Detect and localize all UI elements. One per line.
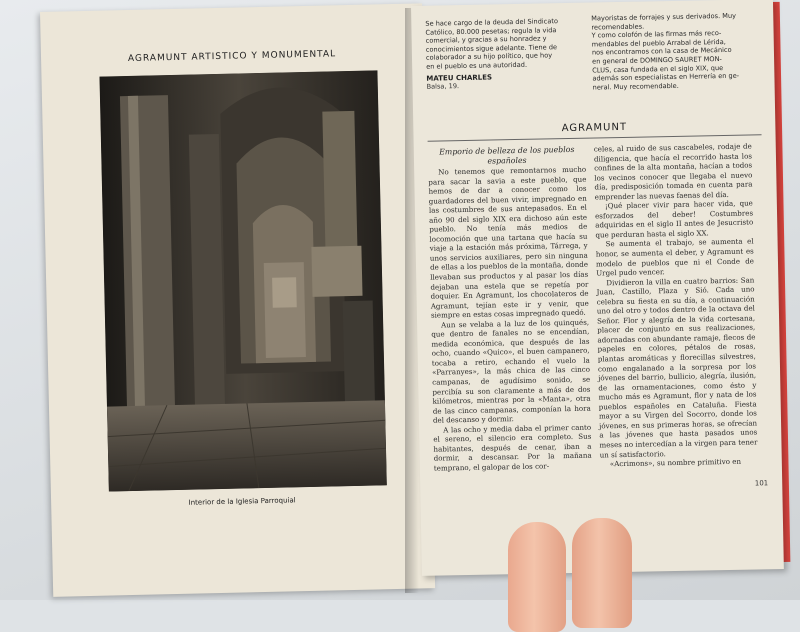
advertisement-left — [425, 17, 584, 91]
article-column-2 — [594, 141, 758, 469]
advertiser-address: Balsa, 19. — [426, 81, 460, 91]
paragraph: No tenemos que remontarnos mucho para sacar la savia a este pueblo, que hemos de dar a conocer como los guardadores del buen vivir, impregnado en las costumbres de sus antepasados. En el año 90 del siglo XIX era dichoso aún este pueblo. No tenía más medios de locomoción que una tartana que hacía su viaje a la estación más próxima, Tárrega, y unos servicios auxiliares, pero sin ninguna de ellas a los pueblos de la montaña, donde llevaban sus productos y al pasar los días dejaban una estela que se repetía por doquier. En Agramunt, los chocolateros de Agramunt, tejían este ir y venir, que siempre en estas cosas impregnado quedó. — [428, 164, 589, 320]
ad-line: CLUS, casa fundada en el siglo XIX, que — [592, 63, 724, 75]
finger — [572, 518, 632, 628]
paragraph: Se aumenta el trabajo, se aumenta el honor, se aumenta el deber, y Agramunt es modelo de pueblos que ni el Conde de Urgel pudo vencer. — [595, 236, 755, 278]
ad-line: conocimientos sigue adelante. Tiene de — [425, 42, 558, 54]
paragraph: Aun se velaba a la luz de los quinqués, que dentro de fanales no se encendían, medida económica, que después de las ocho, cuando «Quico», el buen campanero, tocaba a retiro, echando el vuelo la «Parranyes», la más chica de las cinco campanas, de agudísimo sonido, se percibía su son claramente a más de dos kilómetros, mientras por la «Manta», otra de las cinco campanas, componían la hora del descanso y dormir. — [431, 317, 591, 425]
page-number: 101 — [754, 479, 769, 488]
article-subtitle: Emporio de belleza de los pueblos españoles — [439, 144, 575, 166]
right-page — [411, 0, 784, 576]
finger — [508, 522, 566, 632]
ad-line: colaborador a su hijo político, que hoy — [425, 51, 553, 63]
paragraph: Dividieron la villa en cuatro barrios: San Juan, Castillo, Plaza y Sió. Cada uno celebra su fiesta en su día, a continuación uno del otro y todos dentro de la octava del Señor. Flor y alegría de la vida cortesana, placer de conjunto en sus realizaciones, adornadas con abundante ramaje, flecos de papeles en colores, pétalos de rosas, plantas aromáticas y florecillas silvestres, como engalanado a la sorpresa por los jóvenes del barrio, bullicio, alegría, ilusión, de las ornamentaciones, como ésto y mucho más es Agramunt, flor y nata de los pueblos españoles en Cataluña. Fiesta mayor a su Virgen del Socorro, donde los jóvenes, en sus primeras horas, se ofrecían a las jóvenes que hasta pasados unos meses no intercedían a la virgen para tener un sí satisfactorio. — [596, 275, 758, 459]
page-header: AGRAMUNT ARTISTICO Y MONUMENTAL — [127, 49, 337, 65]
paragraph: A las ocho y media daba el primer canto el sereno, el silencio era completo. Sus habitantes, después de cenar, iban a dormir, a descansar. Por la mañana temprano, el galopar de los cor- — [433, 422, 592, 473]
ad-line: neral. Muy recomendable. — [592, 81, 679, 92]
ad-line: nos encontramos con la casa de Mecánico — [591, 46, 732, 57]
ad-line: Mayoristas de forrajes y sus derivados. Muy — [591, 11, 737, 23]
ad-line: en general de DOMINGO SAURET MON- — [592, 55, 722, 66]
paragraph: celes, al ruido de sus cascabeles, rodaje de diligencia, que hacía el recorrido hasta los confines de la alta montaña, hacían a todos los vecinos conocer que llegaba el nuevo día, predisposición tomada en cuenta para emprender las nuevas faenas del día. — [593, 141, 753, 202]
ad-line: además son especialistas en Herrería en ge- — [592, 71, 740, 83]
left-page — [40, 3, 435, 597]
ad-line: comercial, y gracias a su honradez y — [425, 34, 547, 45]
photo-caption: Interior de la Iglesia Parroquial — [188, 496, 296, 507]
church-interior-illustration — [99, 70, 386, 491]
ad-line: mendables del pueblo Arrabal de Lérida, — [591, 37, 726, 49]
section-title: AGRAMUNT — [561, 121, 628, 135]
ad-line: Católico, 80.000 pesetas; regula la vida — [425, 25, 557, 37]
ad-line: Se hace cargo de la deuda del Sindicato — [425, 17, 559, 28]
advertiser-name: MATEU CHARLES — [426, 73, 493, 83]
ad-line: en el pueblo es una autoridad. — [426, 60, 528, 71]
paragraph: «Acrimons», su nombre primitivo en — [609, 456, 742, 469]
church-interior-photo — [99, 70, 386, 491]
advertisement-right — [591, 11, 762, 92]
article-column-1 — [428, 145, 592, 473]
paragraph: ¡Qué placer vivir para hacer vida, que esforzados del deber! Costumbres adquiridas en el siglo II antes de Jesucristo que perduran hasta el siglo XX. — [594, 198, 754, 240]
ad-line: recomendables. — [591, 22, 645, 32]
ad-line: Y como colofón de las firmas más reco- — [591, 29, 722, 40]
